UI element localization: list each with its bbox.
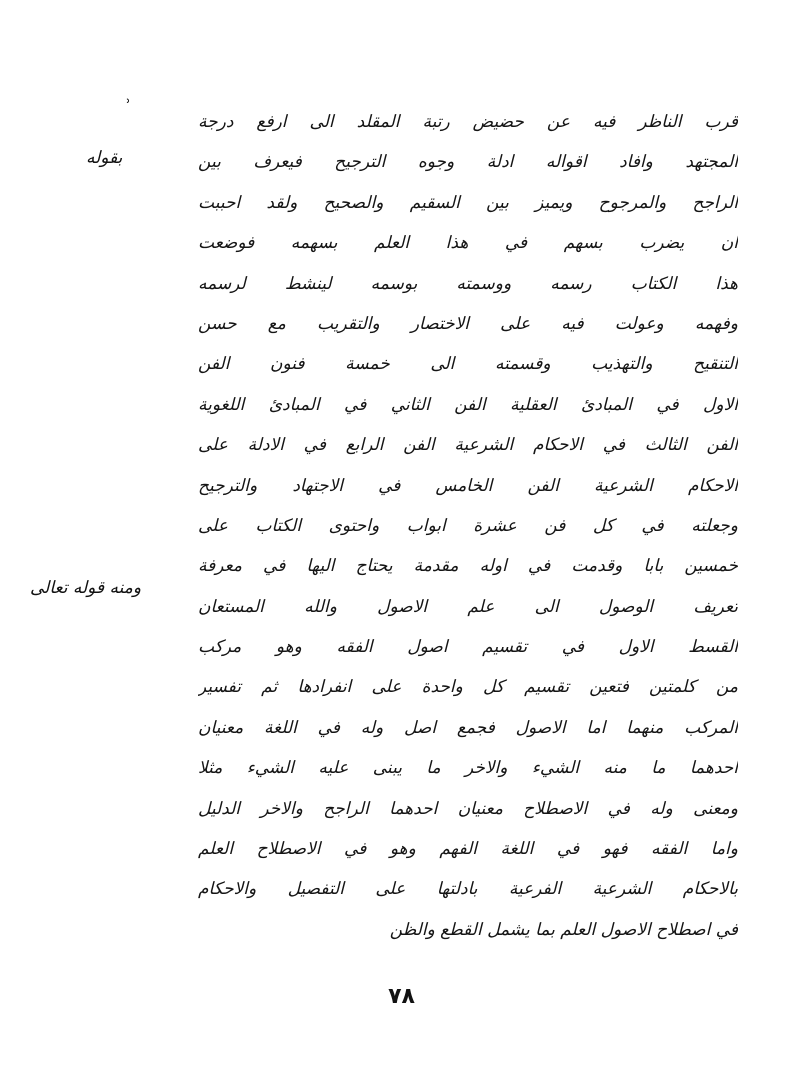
corner-mark: ʾ <box>126 96 131 115</box>
text-line: الاحكام الشرعية الفن الخامس في الاجتهاد والترجيح <box>198 475 738 496</box>
text-line: وجعلته في كل فن عشرة ابواب واحتوى الكتاب على <box>198 515 738 536</box>
text-line: القسط الاول في تقسيم اصول الفقه وهو مركب <box>198 637 738 658</box>
page-number: ٧٨ <box>388 984 415 1009</box>
text-line: من كلمتين فتعين تقسيم كل واحدة على انفرادها ثم تفسير <box>198 677 738 698</box>
text-line: التنقيح والتهذيب وقسمته الى خمسة فنون الفن <box>198 354 738 375</box>
text-line: واما الفقه فهو في اللغة الفهم وهو في الاصطلاح العلم <box>198 839 738 860</box>
text-line: تعريف الوصول الى علم الاصول والله المستعان <box>198 596 738 617</box>
text-line: المجتهد وافاد اقواله ادلة وجوه الترجيح فيعرف بين <box>198 152 738 173</box>
text-line: هذا الكتاب رسمه ووسمته بوسمه لينشط لرسمه <box>198 273 738 294</box>
margin-note: ومنه قوله تعالى <box>30 578 142 598</box>
text-line: في اصطلاح الاصول العلم بما يشمل القطع والظن <box>389 919 738 940</box>
text-line: المركب منهما اما الاصول فجمع اصل وله في اللغة معنيان <box>198 717 738 738</box>
text-line: ومعنى وله في الاصطلاح معنيان احدهما الراجح والاخر الدليل <box>198 798 738 819</box>
text-line: قرب الناظر فيه عن حضيض رتبة المقلد الى ارفع درجة <box>198 112 738 132</box>
margin-note: بقوله <box>86 148 123 168</box>
text-line: احدهما ما منه الشيء والاخر ما يبنى عليه الشيء مثلا <box>198 758 738 779</box>
text-line: وفهمه وعولت فيه على الاختصار والتقريب مع حسن <box>198 313 738 334</box>
text-line: الاول في المبادئ العقلية الفن الثاني في المبادئ اللغوية <box>198 394 738 415</box>
text-line: خمسين بابا وقدمت في اوله مقدمة يحتاج اليها في معرفة <box>198 556 738 577</box>
text-line: ان يضرب بسهم في هذا العلم بسهمه فوضعت <box>198 233 738 254</box>
text-line: بالاحكام الشرعية الفرعية بادلتها على التفصيل والاحكام <box>198 879 738 900</box>
text-line: الراجح والمرجوح ويميز بين السقيم والصحيح ولقد احببت <box>198 192 738 213</box>
text-line: الفن الثالث في الاحكام الشرعية الفن الرابع في الادلة على <box>198 435 738 456</box>
manuscript-text <box>198 102 738 950</box>
